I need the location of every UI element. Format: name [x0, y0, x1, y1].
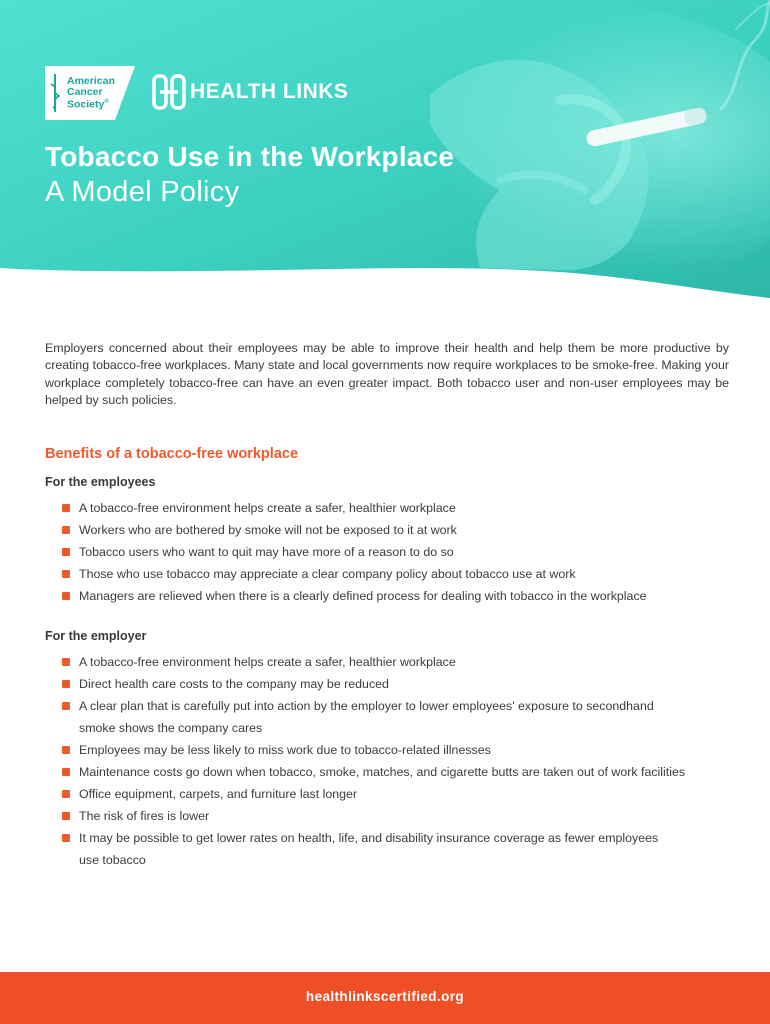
- intro-paragraph: Employers concerned about their employees may be able to improve their health and help them be more productive by creating tobacco-free workplaces. Many state and local governments now require workplaces to be smoke-free. Making your workplace completely tobacco-free can have an even greater impact. Both tobacco user and non-user employees may be helped by such policies.: [45, 341, 729, 408]
- orange-square-bullet-icon: [62, 790, 70, 798]
- orange-square-bullet-icon: [62, 834, 70, 842]
- orange-square-bullet-icon: [62, 526, 70, 534]
- orange-square-bullet-icon: [62, 812, 70, 820]
- orange-square-bullet-icon: [62, 746, 70, 754]
- list-item: Those who use tobacco may appreciate a clear company policy about tobacco use at work: [62, 563, 732, 585]
- footer-website-link[interactable]: healthlinkscertified.org: [305, 989, 465, 1004]
- acs-logo-mark: ®: [104, 99, 109, 105]
- employer-subheading: For the employer: [45, 629, 147, 643]
- employer-benefits-list: [62, 651, 686, 871]
- list-item: Workers who are bothered by smoke will not be exposed to it at work: [62, 519, 732, 541]
- list-item: A tobacco-free environment helps create a safer, healthier workplace: [62, 497, 732, 519]
- list-item: Managers are relieved when there is a clearly defined process for dealing with tobacco in the workplace: [62, 585, 732, 607]
- list-item: Office equipment, carpets, and furniture last longer: [62, 783, 662, 805]
- hero-banner: [0, 0, 770, 300]
- orange-square-bullet-icon: [62, 702, 70, 710]
- health-links-logo: [152, 72, 348, 112]
- list-item: Maintenance costs go down when tobacco, smoke, matches, and cigarette butts are taken out of work facilities: [62, 761, 719, 783]
- list-item: Employees may be less likely to miss work due to tobacco-related illnesses: [62, 739, 662, 761]
- list-item: Direct health care costs to the company may be reduced: [62, 673, 662, 695]
- page-subtitle: A Model Policy: [45, 176, 240, 208]
- page-title: Tobacco Use in the Workplace: [45, 141, 455, 172]
- orange-square-bullet-icon: [62, 548, 70, 556]
- health-links-hh-icon: [152, 74, 186, 110]
- orange-square-bullet-icon: [62, 570, 70, 578]
- footer-bar: [0, 972, 770, 1024]
- employees-subheading: For the employees: [45, 475, 156, 489]
- acs-logo-text: [67, 76, 115, 110]
- list-item: A tobacco-free environment helps create a safer, healthier workplace: [62, 651, 662, 673]
- employees-benefits-list: [62, 497, 732, 607]
- list-item: The risk of fires is lower: [62, 805, 662, 827]
- acs-logo-line: Cancer: [67, 85, 103, 98]
- benefits-heading: Benefits of a tobacco-free workplace: [45, 446, 299, 462]
- health-links-wordmark: HEALTH LINKS: [190, 80, 349, 103]
- list-item: Tobacco users who want to quit may have more of a reason to do so: [62, 541, 732, 563]
- acs-logo-line: American: [67, 75, 115, 87]
- american-cancer-society-logo: [45, 66, 135, 120]
- orange-square-bullet-icon: [62, 680, 70, 688]
- orange-square-bullet-icon: [62, 768, 70, 776]
- orange-square-bullet-icon: [62, 504, 70, 512]
- list-item: A clear plan that is carefully put into action by the employer to lower employees' exposure to secondhand smoke shows the company cares: [62, 695, 662, 739]
- orange-square-bullet-icon: [62, 658, 70, 666]
- list-item: It may be possible to get lower rates on health, life, and disability insurance coverage as fewer employees use tobacco: [62, 827, 662, 871]
- acs-logo-line: Society®: [67, 98, 109, 111]
- orange-square-bullet-icon: [62, 592, 70, 600]
